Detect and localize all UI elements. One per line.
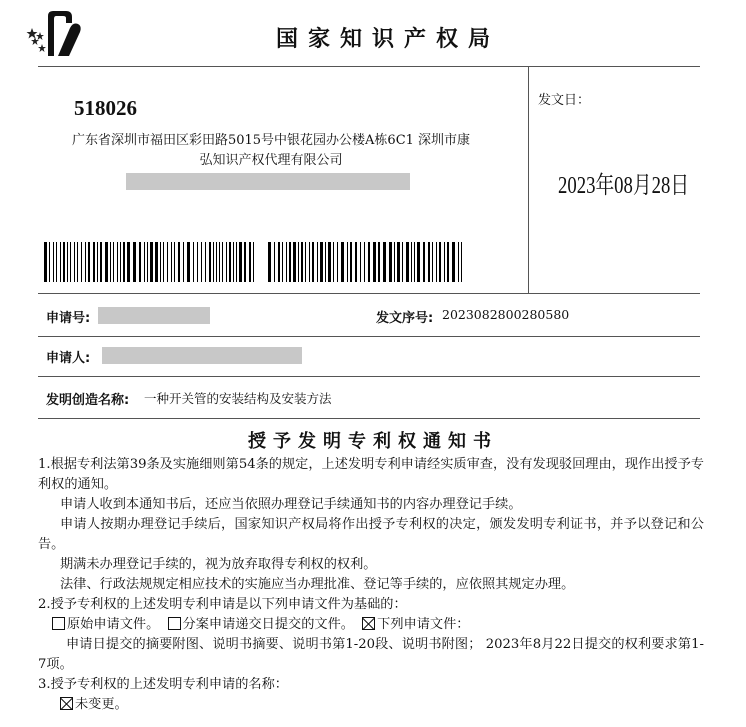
listed-documents-label: 下列申请文件：: [377, 617, 470, 632]
notice-paragraph: 申请人按期办理登记手续后，国家知识产权局将作出授予专利权的决定，颁发发明专利证书，并予以登记和公告。: [38, 517, 704, 552]
barcode-bar: [144, 242, 145, 282]
barcode-bar: [244, 242, 246, 282]
barcode-bar: [286, 242, 287, 282]
frame-line: [38, 418, 700, 419]
notice-paragraph: 申请日提交的摘要附图、说明书摘要、说明书第1-20段、说明书附图； 2023年8月22日提交的权利要求第1-7项。: [38, 637, 704, 672]
barcode-bar: [333, 242, 334, 282]
barcode-bar: [100, 242, 102, 282]
barcode-bar: [239, 242, 242, 282]
barcode-bar: [222, 242, 223, 282]
dispatch-date: 2023年08月28日: [558, 173, 690, 199]
barcode-bar: [77, 242, 78, 282]
barcode-bar: [150, 242, 153, 282]
barcode-bar: [378, 242, 380, 282]
address-line: 弘知识产权代理有限公司: [199, 153, 343, 168]
barcode-bar: [219, 242, 220, 282]
applicant-label: 申请人:: [46, 351, 91, 366]
redacted-application-number: [98, 307, 210, 324]
barcode-bar: [49, 242, 50, 282]
barcode-bar: [53, 242, 54, 282]
barcode-bar: [301, 242, 303, 282]
barcode-bar: [461, 242, 462, 282]
barcode-bar: [289, 242, 291, 282]
barcode-bar: [402, 242, 403, 282]
notice-title: 授予发明专利权通知书: [248, 431, 498, 452]
barcode-bar: [298, 242, 299, 282]
frame-divider: [528, 66, 529, 293]
barcode-bar: [373, 242, 376, 282]
barcode-bar: [428, 242, 430, 282]
barcode-bar: [133, 242, 136, 282]
redacted-recipient: [126, 173, 410, 190]
barcode-bar: [444, 242, 445, 282]
barcode-bar: [293, 242, 296, 282]
barcode-bar: [337, 242, 338, 282]
barcode-bar: [155, 242, 158, 282]
barcode-bar: [447, 242, 449, 282]
barcode-bar: [209, 242, 211, 282]
barcode-bar: [439, 242, 441, 282]
barcode: [44, 242, 259, 282]
frame-line: [38, 293, 700, 294]
barcode-bar: [249, 242, 251, 282]
barcode-bar: [174, 242, 175, 282]
barcode-bar: [201, 242, 202, 282]
document-basis-options: [38, 615, 704, 635]
barcode-bar: [394, 242, 395, 282]
unchanged-checkbox[interactable]: [60, 697, 73, 710]
notice-paragraph: 申请人收到本通知书后，还应当依照办理登记手续通知书的内容办理登记手续。: [60, 497, 522, 512]
barcode-bar: [406, 242, 409, 282]
divisional-documents-checkbox[interactable]: [168, 617, 181, 630]
recipient-address: [46, 131, 496, 171]
barcode-bar: [233, 242, 234, 282]
barcode-bar: [458, 242, 459, 282]
notice-paragraph: 期满未办理登记手续的，视为放弃取得专利权的权利。: [60, 557, 377, 572]
barcode-bar: [74, 242, 75, 282]
invention-name-label: 发明创造名称:: [46, 393, 130, 408]
barcode-bar: [205, 242, 206, 282]
barcode-bar: [229, 242, 231, 282]
barcode-bar: [436, 242, 437, 282]
barcode-bar: [123, 242, 125, 282]
barcode-bar: [452, 242, 455, 282]
barcode-bar: [81, 242, 82, 282]
postcode: 518026: [74, 96, 137, 120]
barcode-bar: [236, 242, 237, 282]
barcode-bar: [213, 242, 214, 282]
unchanged-label: 未变更。: [75, 697, 128, 712]
barcode-bar: [347, 242, 348, 282]
barcode-bar: [389, 242, 392, 282]
barcode-bar: [274, 242, 275, 282]
barcode-bar: [253, 242, 254, 282]
barcode: [268, 242, 468, 282]
office-name: 国家知识产权局: [275, 26, 500, 52]
barcode-bar: [105, 242, 108, 282]
barcode-bar: [117, 242, 118, 282]
barcode-bar: [282, 242, 283, 282]
barcode-bar: [197, 242, 198, 282]
barcode-bar: [383, 242, 386, 282]
barcode-bar: [317, 242, 318, 282]
dispatch-date-label: 发文日：: [538, 93, 591, 108]
barcode-bar: [167, 242, 168, 282]
barcode-bar: [320, 242, 323, 282]
barcode-bar: [160, 242, 161, 282]
barcode-bar: [278, 242, 280, 282]
barcode-bar: [56, 242, 57, 282]
barcode-bar: [368, 242, 370, 282]
notice-paragraph: 3.授予专利权的上述发明专利申请的名称：: [38, 677, 288, 692]
barcode-bar: [178, 242, 180, 282]
barcode-bar: [113, 242, 114, 282]
barcode-bar: [171, 242, 172, 282]
divisional-documents-label: 分案申请递交日提交的文件。: [182, 617, 354, 632]
barcode-bar: [139, 242, 141, 282]
barcode-bar: [350, 242, 352, 282]
barcode-bar: [355, 242, 357, 282]
barcode-bar: [120, 242, 121, 282]
barcode-bar: [63, 242, 65, 282]
barcode-bar: [70, 242, 71, 282]
barcode-bar: [397, 242, 400, 282]
barcode-bar: [216, 242, 217, 282]
barcode-bar: [417, 242, 420, 282]
barcode-bar: [325, 242, 326, 282]
barcode-bar: [309, 242, 310, 282]
barcode-bar: [328, 242, 331, 282]
barcode-bar: [67, 242, 68, 282]
barcode-bar: [364, 242, 365, 282]
barcode-bar: [88, 242, 90, 282]
listed-documents-checkbox[interactable]: [362, 617, 375, 630]
barcode-bar: [97, 242, 98, 282]
invention-name: 一种开关管的安装结构及安装方法: [144, 391, 332, 406]
barcode-bar: [44, 242, 47, 282]
barcode-bar: [163, 242, 164, 282]
barcode-bar: [414, 242, 415, 282]
frame-line: [38, 376, 700, 377]
barcode-bar: [268, 242, 271, 282]
barcode-bar: [187, 242, 190, 282]
barcode-bar: [183, 242, 184, 282]
barcode-bar: [411, 242, 412, 282]
name-change-options: [38, 695, 704, 715]
original-documents-label: 原始申请文件。: [67, 617, 160, 632]
barcode-bar: [110, 242, 111, 282]
serial-number: 2023082800280580: [442, 307, 570, 322]
barcode-bar: [93, 242, 95, 282]
barcode-bar: [432, 242, 433, 282]
redacted-applicant: [102, 347, 302, 364]
notice-paragraph: 1.根据专利法第39条及实施细则第54条的规定，上述发明专利申请经实质审查，没有发现驳回理由，现作出授予专利权的通知。: [38, 457, 704, 492]
barcode-bar: [423, 242, 425, 282]
barcode-bar: [226, 242, 227, 282]
original-documents-checkbox[interactable]: [52, 617, 65, 630]
frame-line: [38, 336, 700, 337]
address-line: 广东省深圳市福田区彩田路5015号中银花园办公楼A栋6C1 深圳市康: [71, 133, 471, 148]
application-number-label: 申请号:: [46, 311, 91, 326]
barcode-bar: [60, 242, 61, 282]
barcode-bar: [127, 242, 130, 282]
serial-number-label: 发文序号:: [376, 311, 434, 326]
barcode-bar: [360, 242, 361, 282]
barcode-bar: [305, 242, 306, 282]
barcode-bar: [193, 242, 194, 282]
notice-body: [38, 455, 704, 715]
frame-top-line: [38, 66, 700, 67]
notice-paragraph: 法律、行政法规规定相应技术的实施应当办理批准、登记等手续的，应依照其规定办理。: [60, 577, 575, 592]
barcode-bar: [341, 242, 344, 282]
notice-paragraph: 2.授予专利权的上述发明专利申请是以下列申请文件为基础的：: [38, 597, 407, 612]
barcode-bar: [147, 242, 148, 282]
barcode-bar: [85, 242, 86, 282]
barcode-bar: [312, 242, 314, 282]
